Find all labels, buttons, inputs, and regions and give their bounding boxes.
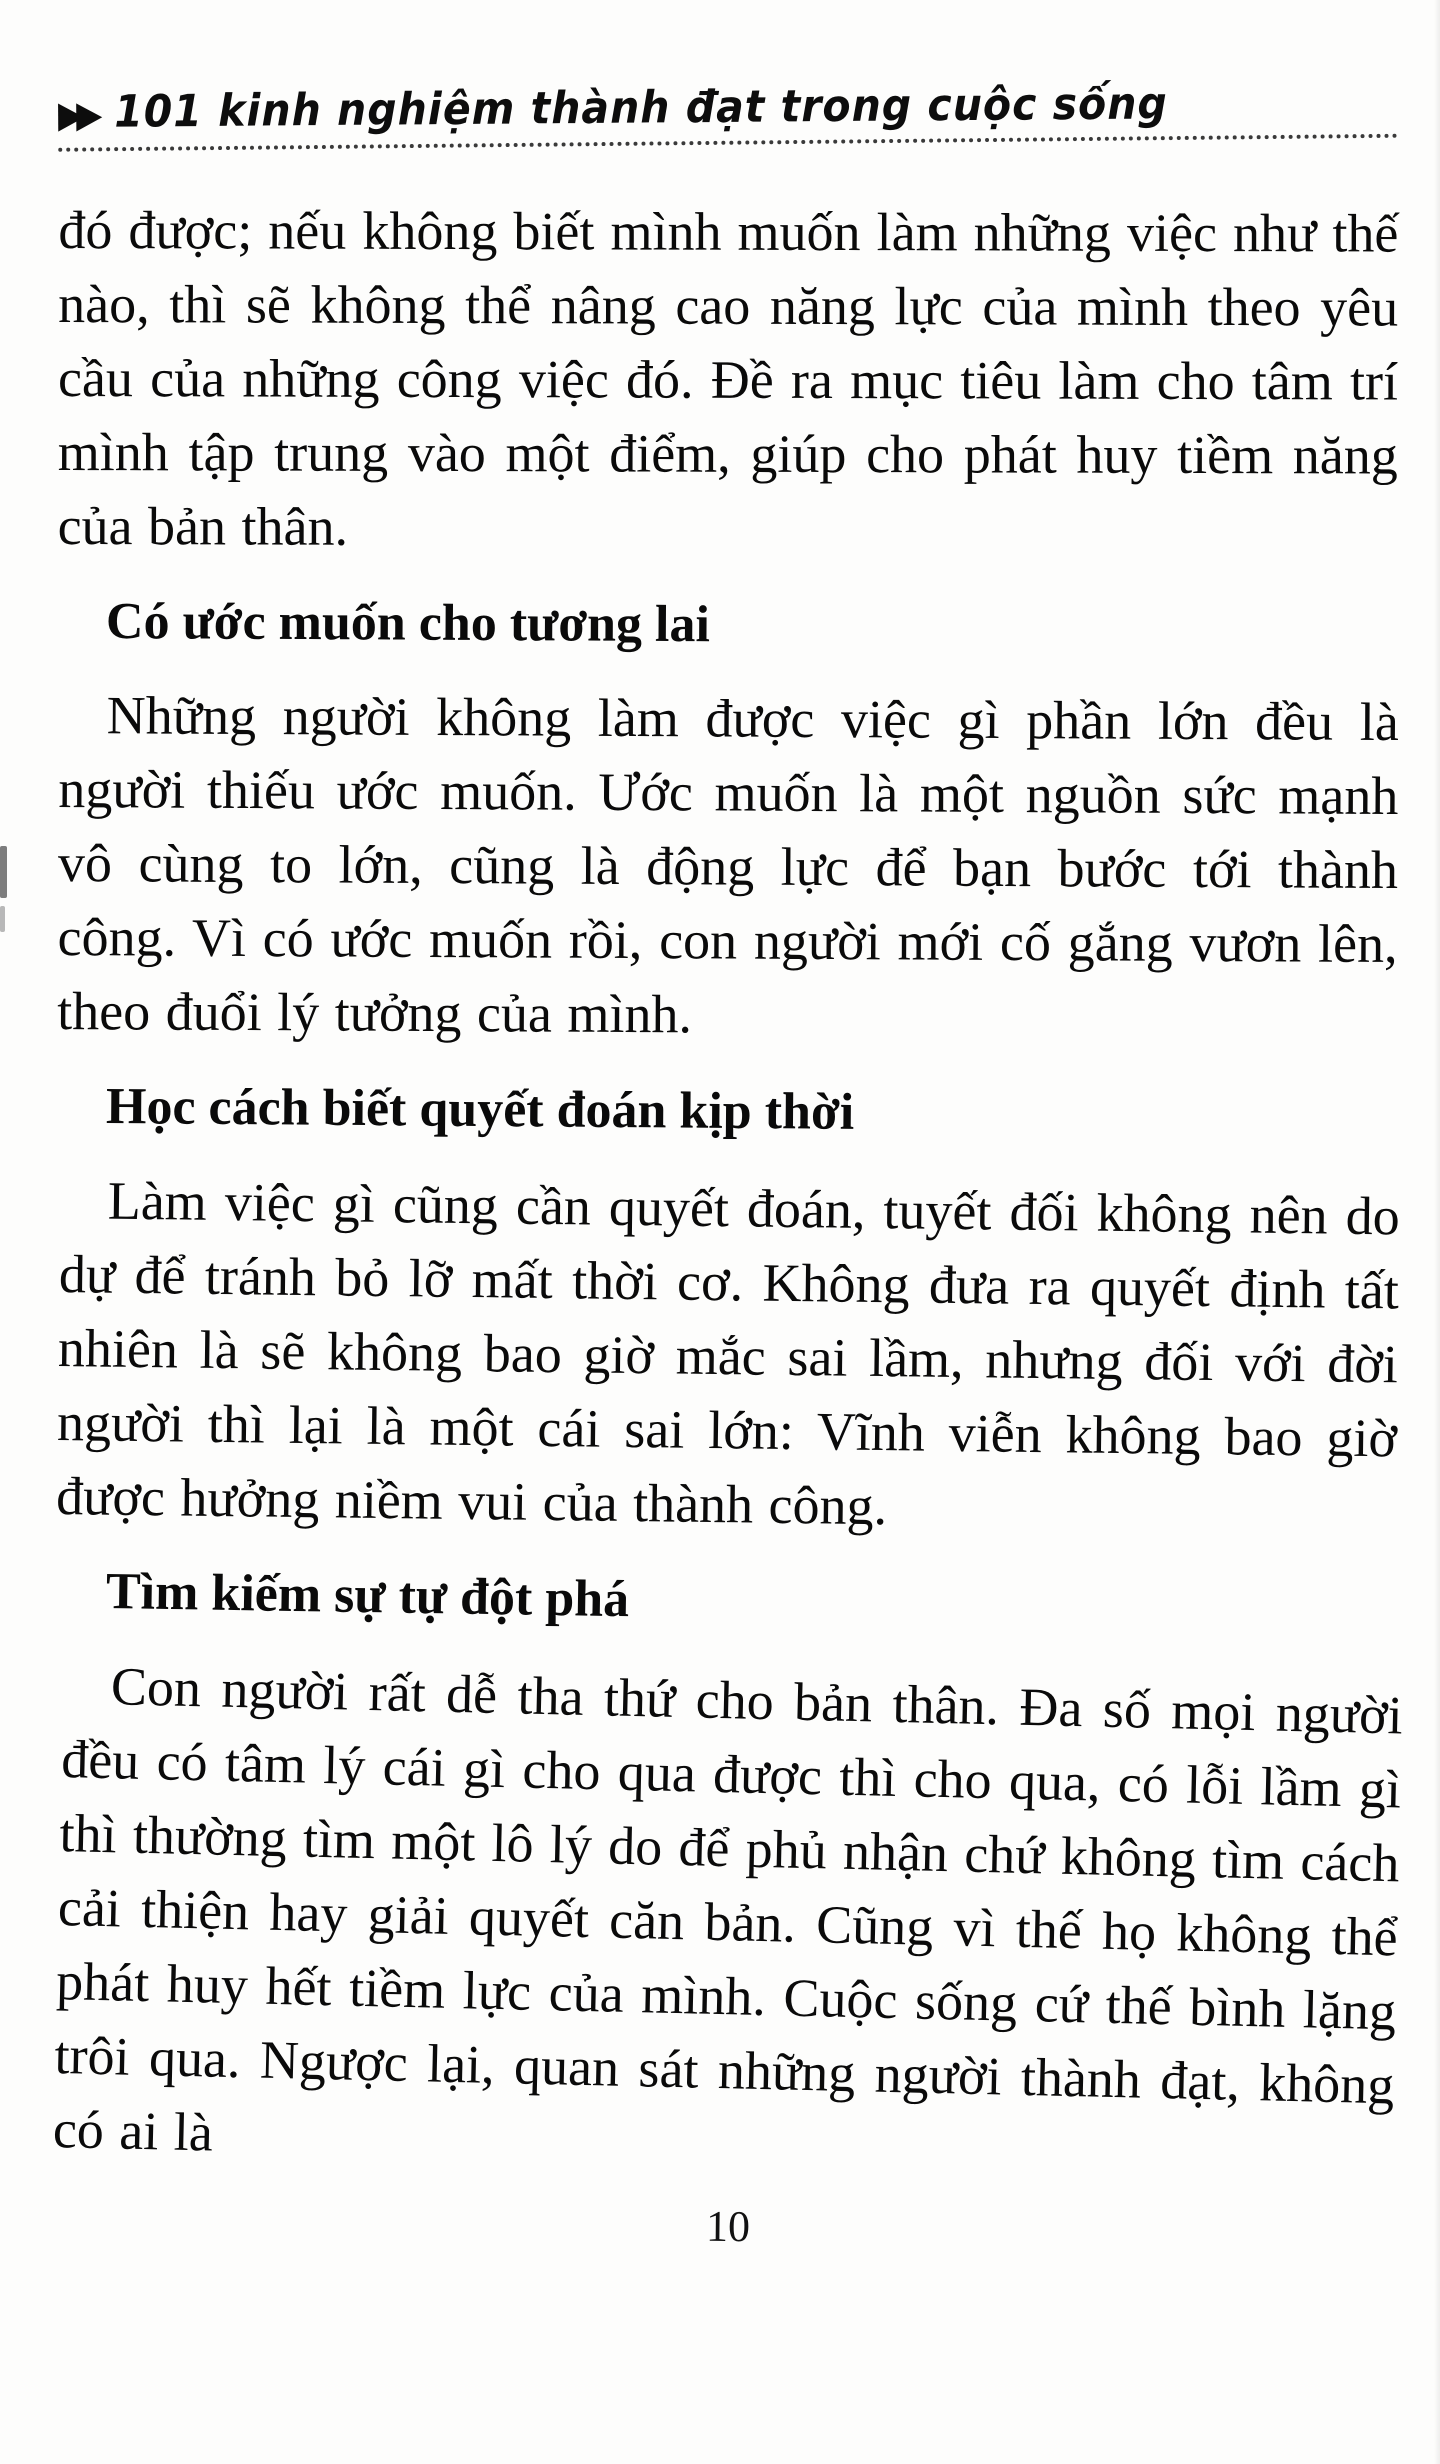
dotted-divider: [58, 134, 1398, 152]
scan-artifact: [0, 846, 7, 898]
paragraph-dot-pha: Con người rất dễ tha thứ cho bản thân. Đa số mọi người đều có tâm lý cái gì cho qua được thì cho qua, có lỗi lầm gì thì thường tìm một lô lý do để phủ nhận chứ không tìm cách cải thiện hay giải quyết căn bản. Cũng vì thế họ không thể phát huy hết tiềm lực của mình. Cuộc sống cứ thế bình lặng trôi qua. Ngược lại, quan sát những người thành đạt, không có ai là: [52, 1656, 1404, 2163]
scan-edge-shadow: [1434, 0, 1440, 2464]
page-number: 10: [705, 2201, 751, 2252]
section-heading-quyet-doan: Học cách biết quyết đoán kịp thời: [105, 1077, 855, 1141]
scan-artifact: [0, 906, 5, 932]
paragraph-continuation: đó được; nếu không biết mình muốn làm những việc như thế nào, thì sẽ không thể nâng cao năng lực của mình theo yêu cầu của những công việc đó. Đề ra mục tiêu làm cho tâm trí mình tập trung vào một điểm, giúp cho phát huy tiềm năng của bản thân.: [57, 200, 1399, 557]
page-header: [58, 77, 1398, 150]
page-body: [52, 194, 1404, 2167]
section-heading-dot-pha: Tìm kiếm sự tự đột phá: [105, 1563, 630, 1629]
paragraph-uoc-muon: Những người không làm được việc gì phần lớn đều là người thiếu ước muốn. Ước muốn là một nguồn sức mạnh vô cùng to lớn, cũng là động lực để bạn bước tới thành công. Vì có ước muốn rồi, con người mới cố gắng vươn lên, theo đuổi lý tưởng của mình.: [57, 685, 1399, 1045]
paragraph-quyet-doan: Làm việc gì cũng cần quyết đoán, tuyết đối không nên do dự để tránh bỏ lỡ mất thời cơ. Không đưa ra quyết định tất nhiên là sẽ không bao giờ mắc sai lầm, nhưng đối với đời người thì lại là một cái sai lớn: Vĩnh viễn không bao giờ được hưởng niềm vui của thành công.: [55, 1170, 1401, 1537]
running-head: [58, 76, 1398, 138]
book-title: 101 kinh nghiệm thành đạt trong cuộc sống: [114, 77, 1168, 138]
double-arrow-icon: ▶▶: [57, 93, 95, 137]
page-footer: [58, 2201, 1398, 2252]
section-heading-uoc-muon: Có ước muốn cho tương lai: [105, 592, 711, 654]
